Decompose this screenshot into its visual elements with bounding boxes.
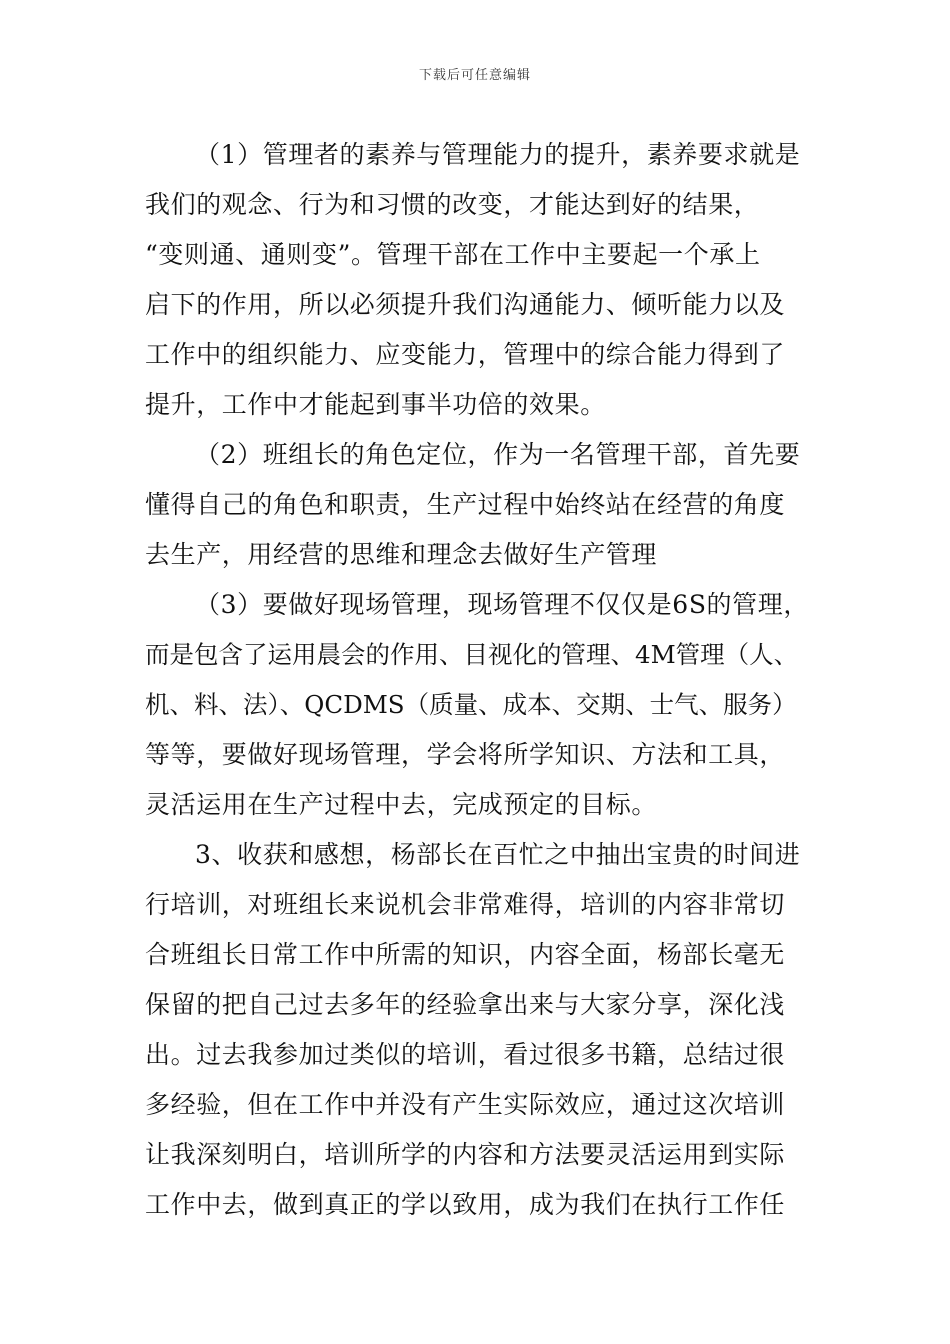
text-line: 启下的作用，所以必须提升我们沟通能力、倾听能力以及: [145, 290, 786, 319]
text-line: （1）管理者的素养与管理能力的提升，素养要求就是: [195, 140, 801, 169]
text-line: 去生产，用经营的思维和理念去做好生产管理: [145, 540, 658, 569]
text-line: 多经验，但在工作中并没有产生实际效应，通过这次培训: [145, 1090, 786, 1119]
text-line: 行培训，对班组长来说机会非常难得，培训的内容非常切: [145, 890, 786, 919]
text-line: 等等，要做好现场管理，学会将所学知识、方法和工具，: [145, 740, 786, 769]
text-line: 灵活运用在生产过程中去，完成预定的目标。: [145, 790, 658, 819]
text-line: 我们的观念、行为和习惯的改变，才能达到好的结果，: [145, 190, 760, 219]
text-line: 工作中去，做到真正的学以致用，成为我们在执行工作任: [145, 1190, 786, 1219]
text-line: 懂得自己的角色和职责，生产过程中始终站在经营的角度: [145, 490, 786, 519]
text-line: 保留的把自己过去多年的经验拿出来与大家分享，深化浅: [145, 990, 786, 1019]
text-line: 让我深刻明白，培训所学的内容和方法要灵活运用到实际: [145, 1140, 786, 1169]
text-line: 提升，工作中才能起到事半功倍的效果。: [145, 390, 606, 419]
text-line: 合班组长日常工作中所需的知识，内容全面，杨部长毫无: [145, 940, 786, 969]
text-line: 而是包含了运用晨会的作用、目视化的管理、4M管理（人、: [145, 640, 799, 669]
text-line: 出。过去我参加过类似的培训，看过很多书籍，总结过很: [145, 1040, 786, 1069]
text-line: （3）要做好现场管理，现场管理不仅仅是6S的管理，: [195, 590, 809, 619]
document-body: [145, 130, 810, 1230]
text-line: 机、料、法）、QCDMS（质量、成本、交期、士气、服务）: [145, 690, 797, 719]
text-line: “变则通、通则变”。管理干部在工作中主要起一个承上: [145, 240, 761, 269]
text-line: 工作中的组织能力、应变能力，管理中的综合能力得到了: [145, 340, 786, 369]
text-line: （2）班组长的角色定位，作为一名管理干部，首先要: [195, 440, 801, 469]
page-header: 下载后可任意编辑: [418, 68, 531, 83]
text-line: 3、收获和感想，杨部长在百忙之中抽出宝贵的时间进: [195, 840, 801, 869]
